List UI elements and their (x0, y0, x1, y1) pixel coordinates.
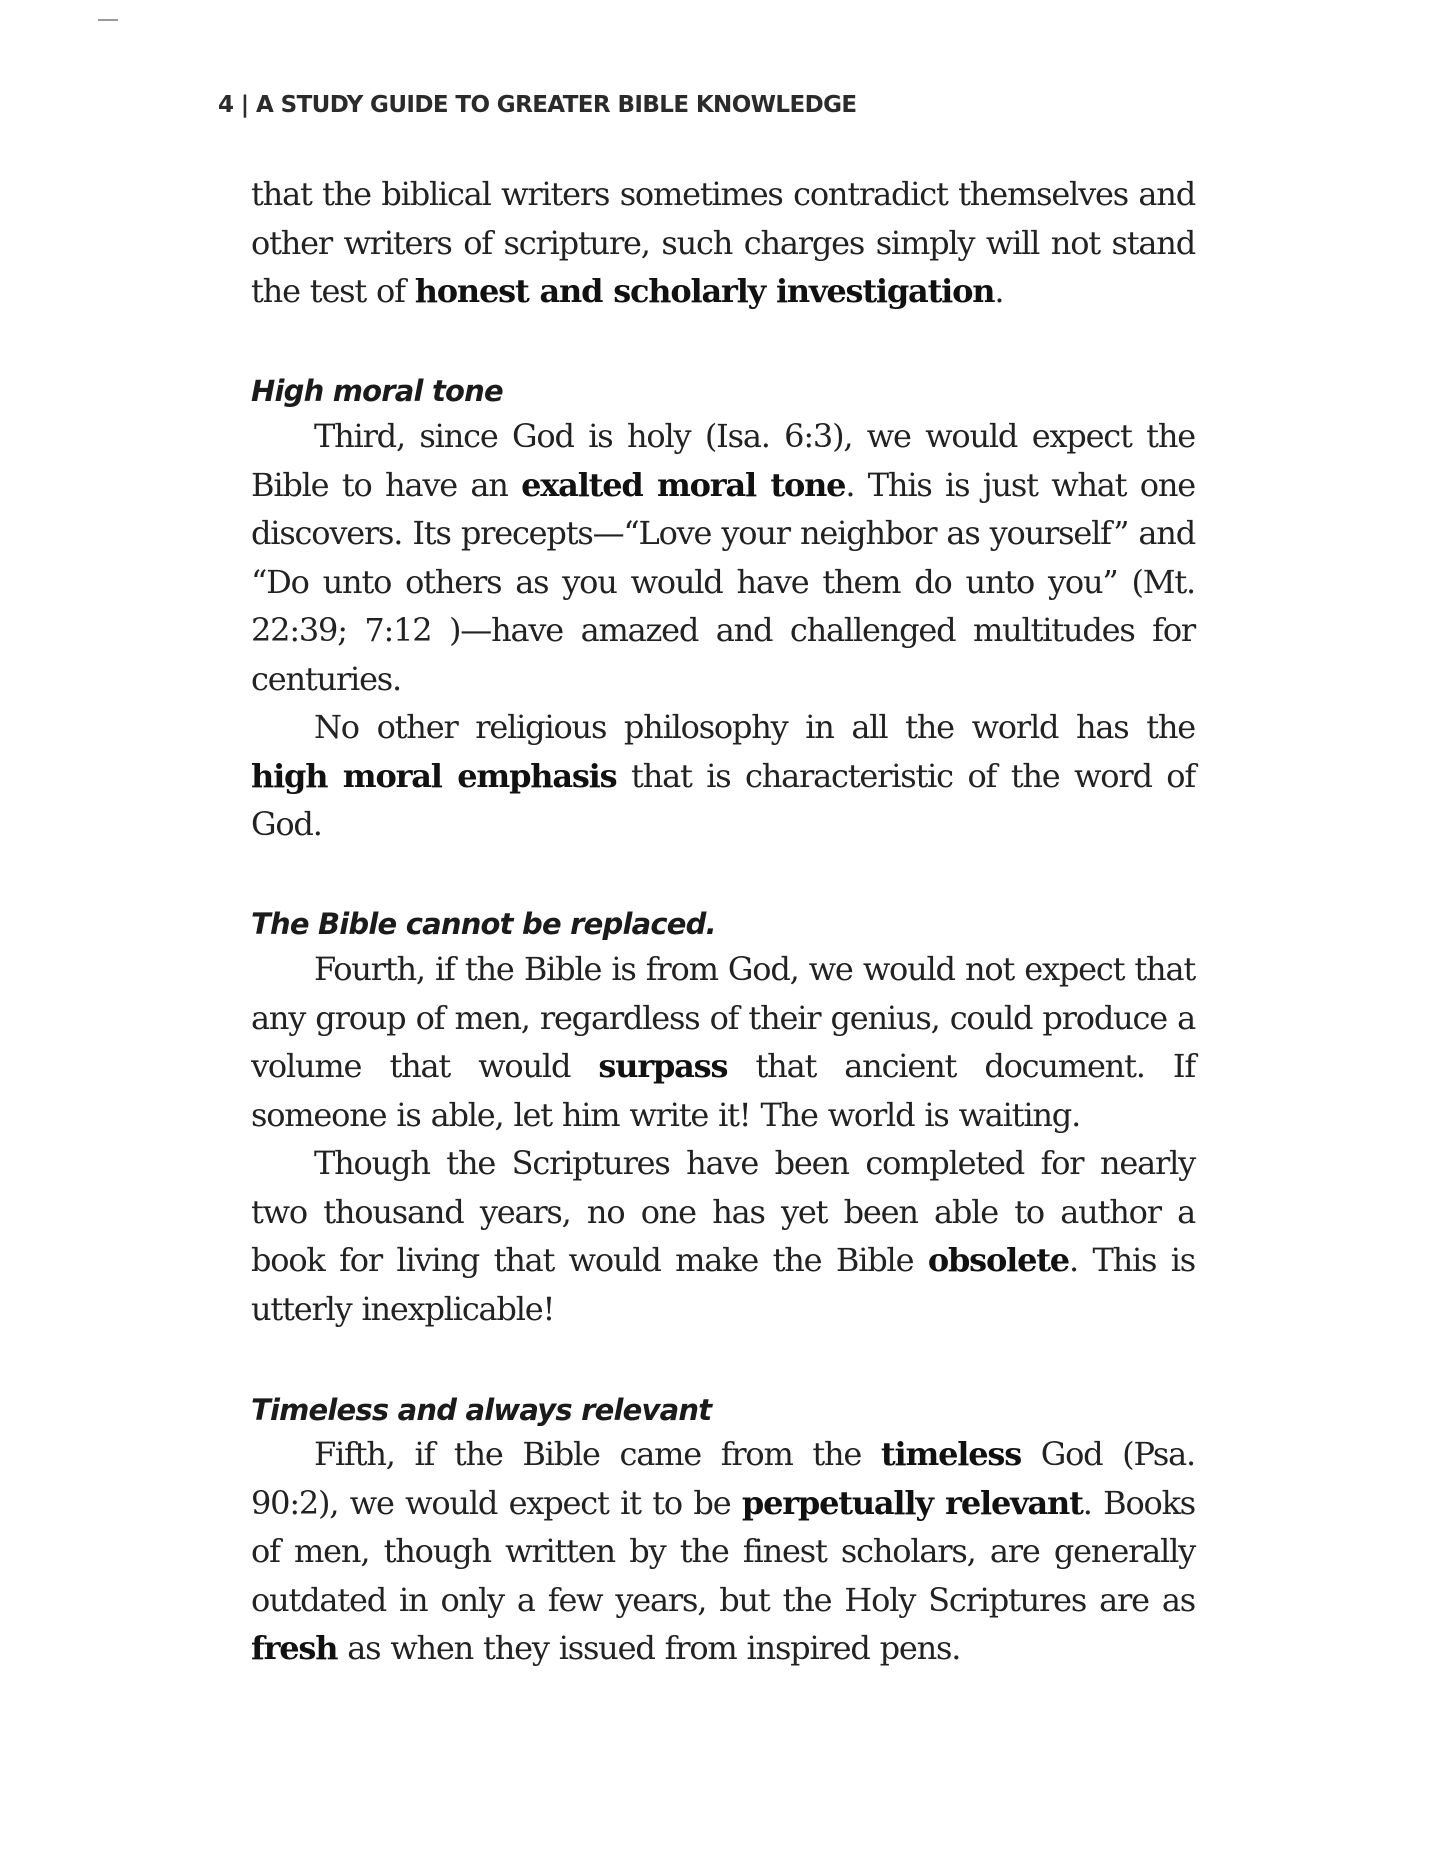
text-run: . This is just what one discovers. Its precepts—“Love your neighbor as yourself” and “Do unto others as you would have them do unto you” (Mt. 22:39; 7:12 )—have amazed and challenged multitudes for centuries. (251, 465, 1196, 698)
section-replace-body (251, 945, 1195, 1333)
moral-paragraph-2 (251, 703, 1195, 849)
emphasis-obsolete: obsolete (927, 1241, 1069, 1279)
text-run: . (994, 272, 1004, 310)
text-run: Third, since God is holy (Isa. 6:3), we would expect the Bible to have an (251, 417, 1195, 504)
section-timeless-body (251, 1430, 1195, 1673)
intro-block (251, 170, 1195, 316)
emphasis-timeless: timeless (880, 1435, 1022, 1473)
emphasis-surpass: surpass (598, 1047, 728, 1085)
heading-timeless-always-relevant: Timeless and always relevant (251, 1393, 712, 1427)
scan-mark (98, 19, 118, 21)
replace-paragraph-2 (251, 1139, 1195, 1333)
replace-paragraph-1 (251, 945, 1195, 1139)
section-moral-body (251, 412, 1195, 849)
text-run: No other religious philosophy in all the world has the (314, 708, 1195, 746)
emphasis-perpetually-relevant: perpetually relevant (741, 1483, 1083, 1522)
emphasis-honest-investigation: honest and scholarly investigation (414, 272, 995, 310)
emphasis-high-moral-emphasis: high moral emphasis (251, 756, 617, 795)
text-run: that is characteristic of the word of God. (251, 756, 1196, 843)
text-run: Fourth, if the Bible is from God, we would not expect that any group of men, regardless of their genius, could produce a volume that would (251, 950, 1195, 1085)
running-header: 4 | A STUDY GUIDE TO GREATER BIBLE KNOWLEDGE (218, 92, 857, 118)
text-run: that ancient document. If someone is able, let him write it! The world is waiting. (251, 1047, 1195, 1134)
text-run: God (Psa. 90:2), we would expect it to be (251, 1435, 1195, 1522)
text-run: Though the Scriptures have been completed for nearly two thousand years, no one has yet been able to author a book for living that would make the Bible (251, 1144, 1195, 1279)
heading-bible-cannot-be-replaced: The Bible cannot be replaced. (251, 907, 716, 941)
text-run: as when they issued from inspired pens. (337, 1629, 961, 1667)
timeless-paragraph-1 (251, 1430, 1195, 1673)
intro-paragraph (251, 170, 1195, 316)
moral-paragraph-1 (251, 412, 1195, 703)
heading-high-moral-tone: High moral tone (251, 374, 503, 408)
text-run: Fifth, if the Bible came from the (314, 1435, 881, 1473)
emphasis-fresh: fresh (251, 1629, 338, 1667)
text-run: . Books of men, though written by the finest scholars, are generally outdated in only a few years, but the Holy Scriptures are as (251, 1483, 1195, 1619)
text-run: that the biblical writers sometimes contradict themselves and other writers of scripture, such charges simply will not stand the test of (251, 175, 1195, 310)
text-run: . This is utterly inexplicable! (251, 1241, 1196, 1328)
emphasis-exalted-moral-tone: exalted moral tone (521, 465, 846, 504)
